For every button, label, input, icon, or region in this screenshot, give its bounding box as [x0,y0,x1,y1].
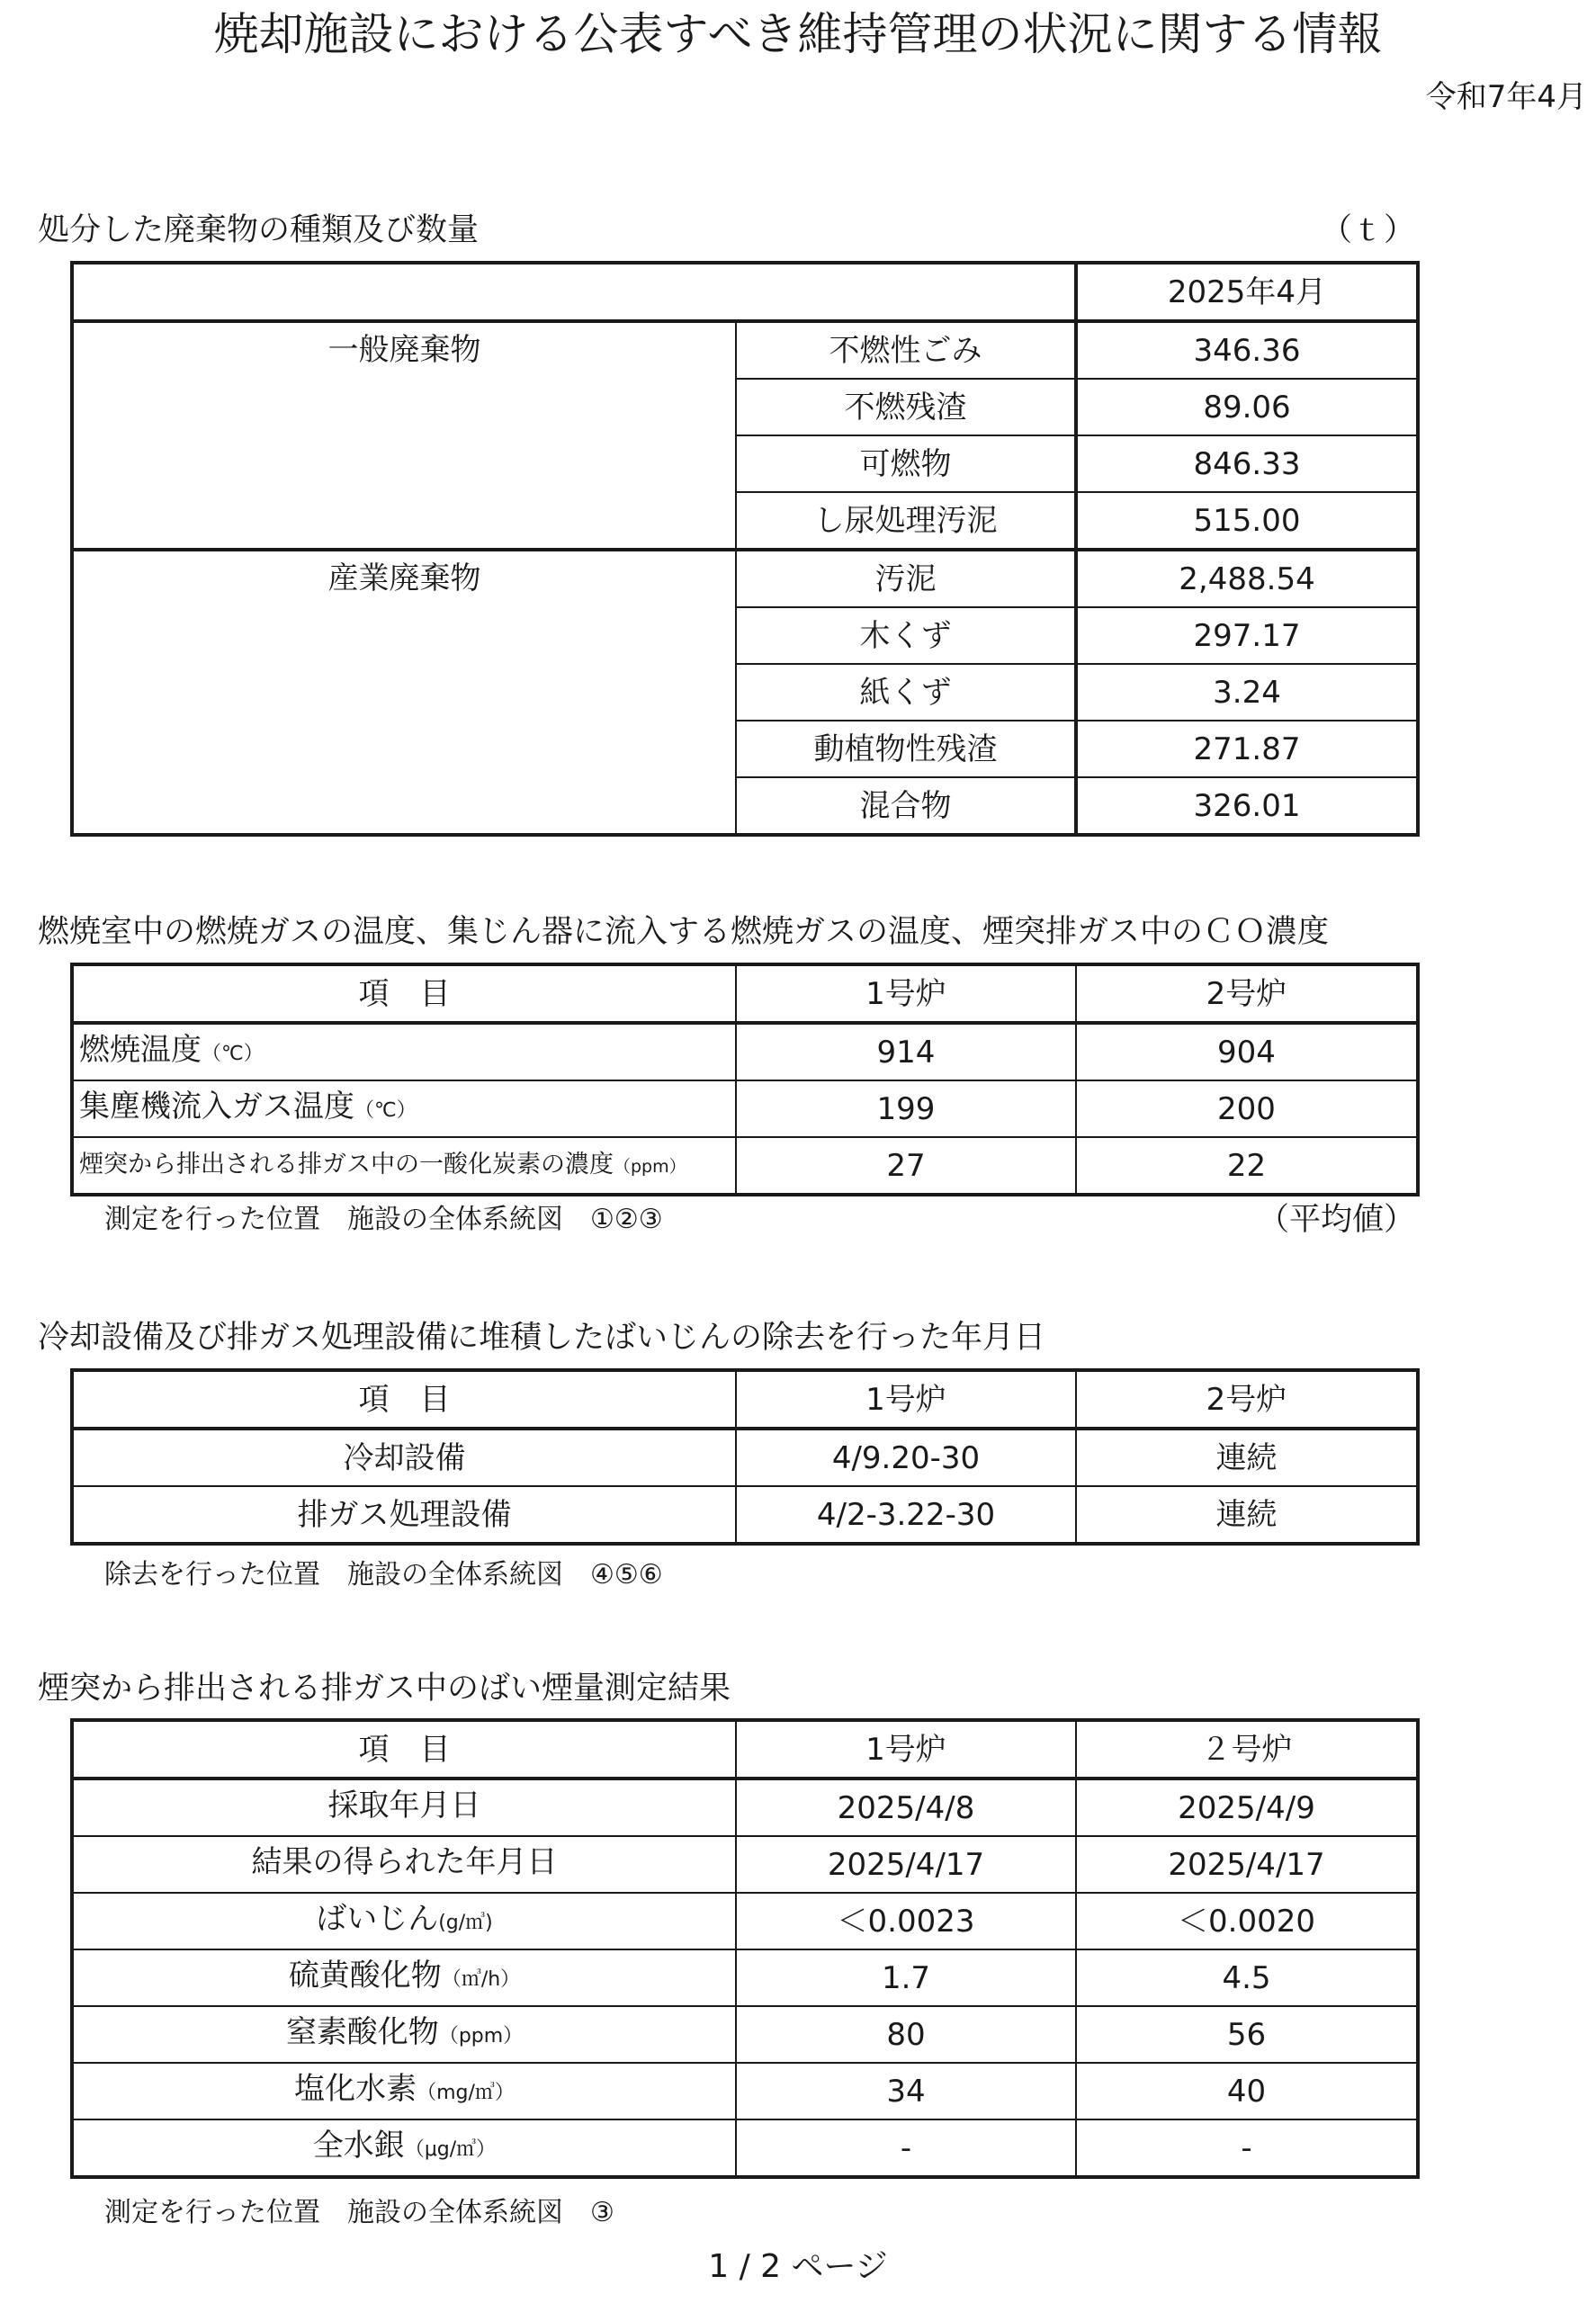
waste-section-title: 処分した廃棄物の種類及び数量 [38,212,480,248]
label-text: 硫黄酸化物 [288,1958,442,1994]
table-row [72,1893,1418,1949]
period-header: 2025年4月 [1076,263,1418,321]
furnace-2-value: 904 [1076,1023,1418,1080]
furnace-1-value: - [736,2119,1076,2177]
item-value: 515.00 [1076,492,1418,550]
label-text: 塩化水素 [294,2071,417,2107]
item-name: 可燃物 [736,435,1076,492]
row-label [72,1836,736,1893]
table-row [72,1137,1418,1195]
row-label [72,1080,736,1137]
item-value: 3.24 [1076,664,1418,721]
average-note: （平均値） [1258,1202,1416,1238]
item-value: 271.87 [1076,721,1418,777]
item-value: 346.36 [1076,321,1418,379]
furnace-2-header: 2号炉 [1076,964,1418,1023]
furnace-2-value: 2025/4/17 [1076,1836,1418,1893]
unit-text: （ppm） [614,1156,686,1177]
furnace-1-value: 34 [736,2063,1076,2119]
table-header-row [72,964,1418,1023]
category-general-waste: 一般廃棄物 [72,321,736,550]
label-text: 全水銀 [312,2128,405,2164]
row-label: 冷却設備 [72,1429,736,1486]
furnace-2-value: ＜0.0020 [1076,1893,1418,1949]
table-row [72,1949,1418,2006]
row-label [72,1137,736,1195]
row-label: 排ガス処理設備 [72,1486,736,1544]
temperature-note: 測定を行った位置 施設の全体系統図 ①②③ [104,1204,663,1235]
furnace-2-value: 連続 [1076,1429,1418,1486]
unit-text: （℃） [202,1043,264,1065]
furnace-2-value: - [1076,2119,1418,2177]
row-label [72,1779,736,1836]
soot-table [70,1718,1420,2179]
label-text: 煙突から排出される排ガス中の一酸化炭素の濃度 [79,1150,614,1178]
label-text: 採取年月日 [327,1788,481,1824]
unit-text: （mg/㎥） [417,2082,515,2104]
table-row [72,550,1418,607]
furnace-1-header: 1号炉 [736,964,1076,1023]
furnace-1-header: 1号炉 [736,1720,1076,1779]
table-header-row [72,1370,1418,1429]
item-name: 動植物性残渣 [736,721,1076,777]
label-text: 集塵機流入ガス温度 [79,1089,354,1125]
waste-table [70,261,1420,837]
table-row [72,1080,1418,1137]
row-label [72,2063,736,2119]
table-row [72,321,1418,379]
item-value: 326.01 [1076,777,1418,835]
label-text: 燃焼温度 [79,1032,202,1068]
waste-unit: （ｔ） [1321,212,1416,248]
row-label [72,2119,736,2177]
furnace-2-value: 2025/4/9 [1076,1779,1418,1836]
unit-text: （㎥/h） [441,1968,521,1991]
item-header: 項 目 [72,964,736,1023]
label-text: 結果の得られた年月日 [251,1844,558,1880]
furnace-2-header: 2号炉 [1076,1370,1418,1429]
item-name: 紙くず [736,664,1076,721]
dust-removal-section-title: 冷却設備及び排ガス処理設備に堆積したばいじんの除去を行った年月日 [38,1320,1046,1356]
row-label [72,1949,736,2006]
furnace-1-value: 27 [736,1137,1076,1195]
table-row [72,1779,1418,1836]
unit-text: （ppm） [438,2025,524,2048]
row-label [72,1893,736,1949]
table-header-row [72,263,1418,321]
soot-note: 測定を行った位置 施設の全体系統図 ③ [104,2197,614,2228]
furnace-1-value: 80 [736,2006,1076,2063]
item-name: 混合物 [736,777,1076,835]
furnace-2-value: 22 [1076,1137,1418,1195]
item-value: 89.06 [1076,379,1418,435]
unit-text: (g/㎥) [438,1912,493,1934]
item-name: 汚泥 [736,550,1076,607]
soot-section-title: 煙突から排出される排ガス中のばい煙量測定結果 [38,1671,731,1707]
category-industrial-waste: 産業廃棄物 [72,550,736,835]
page-number: 1 / 2 ページ [708,2248,888,2285]
furnace-2-header: ２号炉 [1076,1720,1418,1779]
furnace-2-value: 4.5 [1076,1949,1418,2006]
table-row [72,2006,1418,2063]
item-value: 846.33 [1076,435,1418,492]
furnace-2-value: 連続 [1076,1486,1418,1544]
unit-text: （℃） [354,1099,417,1122]
furnace-1-value: 199 [736,1080,1076,1137]
label-text: ばいじん [316,1901,439,1937]
dust-removal-note: 除去を行った位置 施設の全体系統図 ④⑤⑥ [104,1559,663,1591]
table-row [72,2063,1418,2119]
furnace-1-value: 4/9.20-30 [736,1429,1076,1486]
table-row [72,1836,1418,1893]
row-label [72,1023,736,1080]
furnace-1-value: 2025/4/8 [736,1779,1076,1836]
item-value: 2,488.54 [1076,550,1418,607]
item-header: 項 目 [72,1720,736,1779]
temperature-section-title: 燃焼室中の燃焼ガスの温度、集じん器に流入する燃焼ガスの温度、煙突排ガス中のＣＯ濃度 [38,914,1330,950]
table-row [72,1023,1418,1080]
item-name: 木くず [736,607,1076,664]
row-label [72,2006,736,2063]
temperature-table [70,963,1420,1196]
item-name: 不燃性ごみ [736,321,1076,379]
item-name: し尿処理汚泥 [736,492,1076,550]
item-name: 不燃残渣 [736,379,1076,435]
unit-text: （μg/㎥） [404,2138,497,2161]
furnace-1-value: 1.7 [736,1949,1076,2006]
furnace-1-value: 914 [736,1023,1076,1080]
table-row [72,1429,1418,1486]
table-row [72,2119,1418,2177]
report-date: 令和7年4月 [1425,79,1587,115]
item-header: 項 目 [72,1370,736,1429]
dust-removal-table [70,1368,1420,1546]
furnace-2-value: 200 [1076,1080,1418,1137]
furnace-1-value: ＜0.0023 [736,1893,1076,1949]
item-value: 297.17 [1076,607,1418,664]
label-text: 窒素酸化物 [285,2014,439,2050]
furnace-2-value: 40 [1076,2063,1418,2119]
furnace-1-value: 4/2-3.22-30 [736,1486,1076,1544]
furnace-2-value: 56 [1076,2006,1418,2063]
page-title: 焼却施設における公表すべき維持管理の状況に関する情報 [213,8,1383,60]
furnace-1-header: 1号炉 [736,1370,1076,1429]
table-header-row [72,1720,1418,1779]
header-blank-cell [72,263,1076,321]
table-row [72,1486,1418,1544]
furnace-1-value: 2025/4/17 [736,1836,1076,1893]
